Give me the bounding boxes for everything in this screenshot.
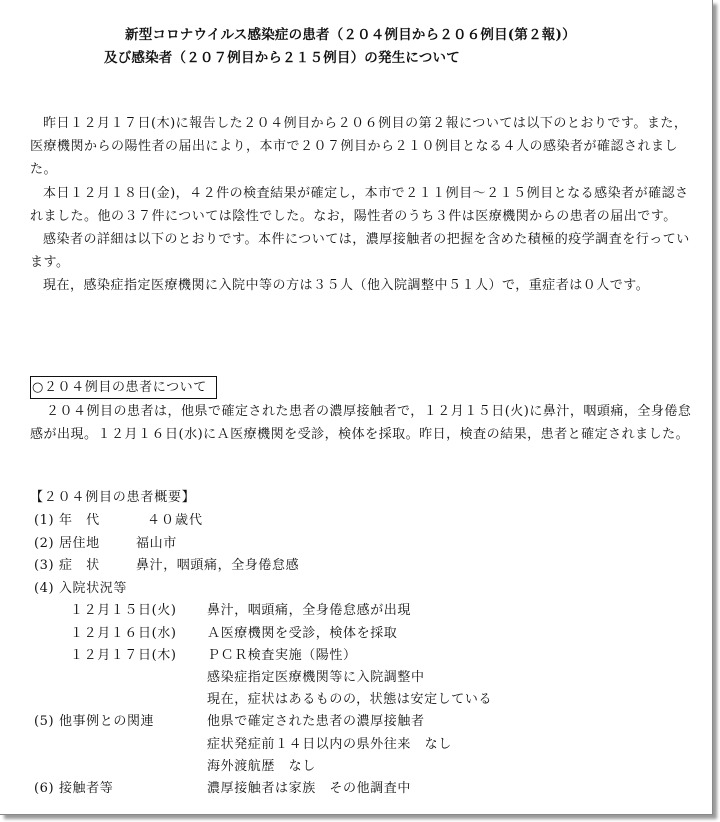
symptoms-label: (3) 症 状 [34,558,100,573]
relation-value: 海外渡航歴 なし [207,759,316,774]
relation-value: 他県で確定された患者の濃厚接触者 [207,714,425,729]
document-title-line-1: 新型コロナウイルス感染症の患者（２０４例目から２０６例目(第２報)） [125,27,576,43]
timeline-date: １２月１６日(水) [70,626,177,641]
relation-value: 症状発症前１４日以内の県外往来 なし [207,737,452,752]
timeline-event: Ａ医療機関を受診，検体を採取 [207,626,398,641]
timeline-date: １２月１５日(火) [70,603,177,618]
intro-paragraph: 昨日１２月１７日(木)に報告した２０４例目から２０６例目の第２報については以下のとおりです。また，医療機関からの陽性者の届出により，本市で２０７例目から２１０例目となる４人の感染者が確認されました。 [30,116,688,178]
residence-label: (2) 居住地 [34,536,100,551]
age-value: ４０歳代 [147,513,204,528]
intro-paragraph: 現在，感染症指定医療機関に入院中等の方は３５人（他入院調整中５１人）で，重症者は０人です。 [43,278,650,294]
timeline-event: 鼻汁，咽頭痛，全身倦怠感が出現 [207,603,412,618]
case-summary-section [30,400,698,446]
case-section-heading: ○２０４例目の患者について [30,376,217,399]
relation-label: (5) 他事例との関連 [34,714,155,729]
case-summary: ２０４例目の患者は，他県で確定された患者の濃厚接触者で，１２月１５日(火)に鼻汁，咽頭痛，全身倦怠感が出現。１２月１６日(水)にＡ医療機関を受診，検体を採取。昨日，検査の結果，患者と確定されました。 [30,404,692,443]
timeline-event: ＰＣＲ検査実施（陽性） [207,648,357,663]
overview-title: 【２０４例目の患者概要】 [30,490,196,505]
intro-paragraph: 本日１２月１８日(金)，４２件の検査結果が確定し，本市で２１１例目～２１５例目となる感染者が確認されました。他の３７件については陰性でした。なお，陽性者のうち３件は医療機関からの患者の届出です。 [30,185,689,224]
contacts-value: 濃厚接触者は家族 その他調査中 [207,781,412,796]
intro-section [30,112,698,298]
timeline-note: 現在，症状はあるものの，状態は安定している [207,692,493,707]
document-title-line-2: 及び感染者（２０７例目から２１５例目）の発生について [104,50,460,66]
timeline-note: 感染症指定医療機関等に入院調整中 [207,670,425,685]
intro-paragraph: 感染者の詳細は以下のとおりです。本件については，濃厚接触者の把握を含めた積極的疫学調査を行っています。 [30,232,690,271]
hospital-status-label: (4) 入院状況等 [34,581,127,596]
symptoms-value: 鼻汁，咽頭痛，全身倦怠感 [136,558,300,573]
timeline-date: １２月１７日(木) [70,648,177,663]
residence-value: 福山市 [136,536,177,551]
age-label: (1) 年 代 [34,513,100,528]
contacts-label: (6) 接触者等 [34,781,114,796]
